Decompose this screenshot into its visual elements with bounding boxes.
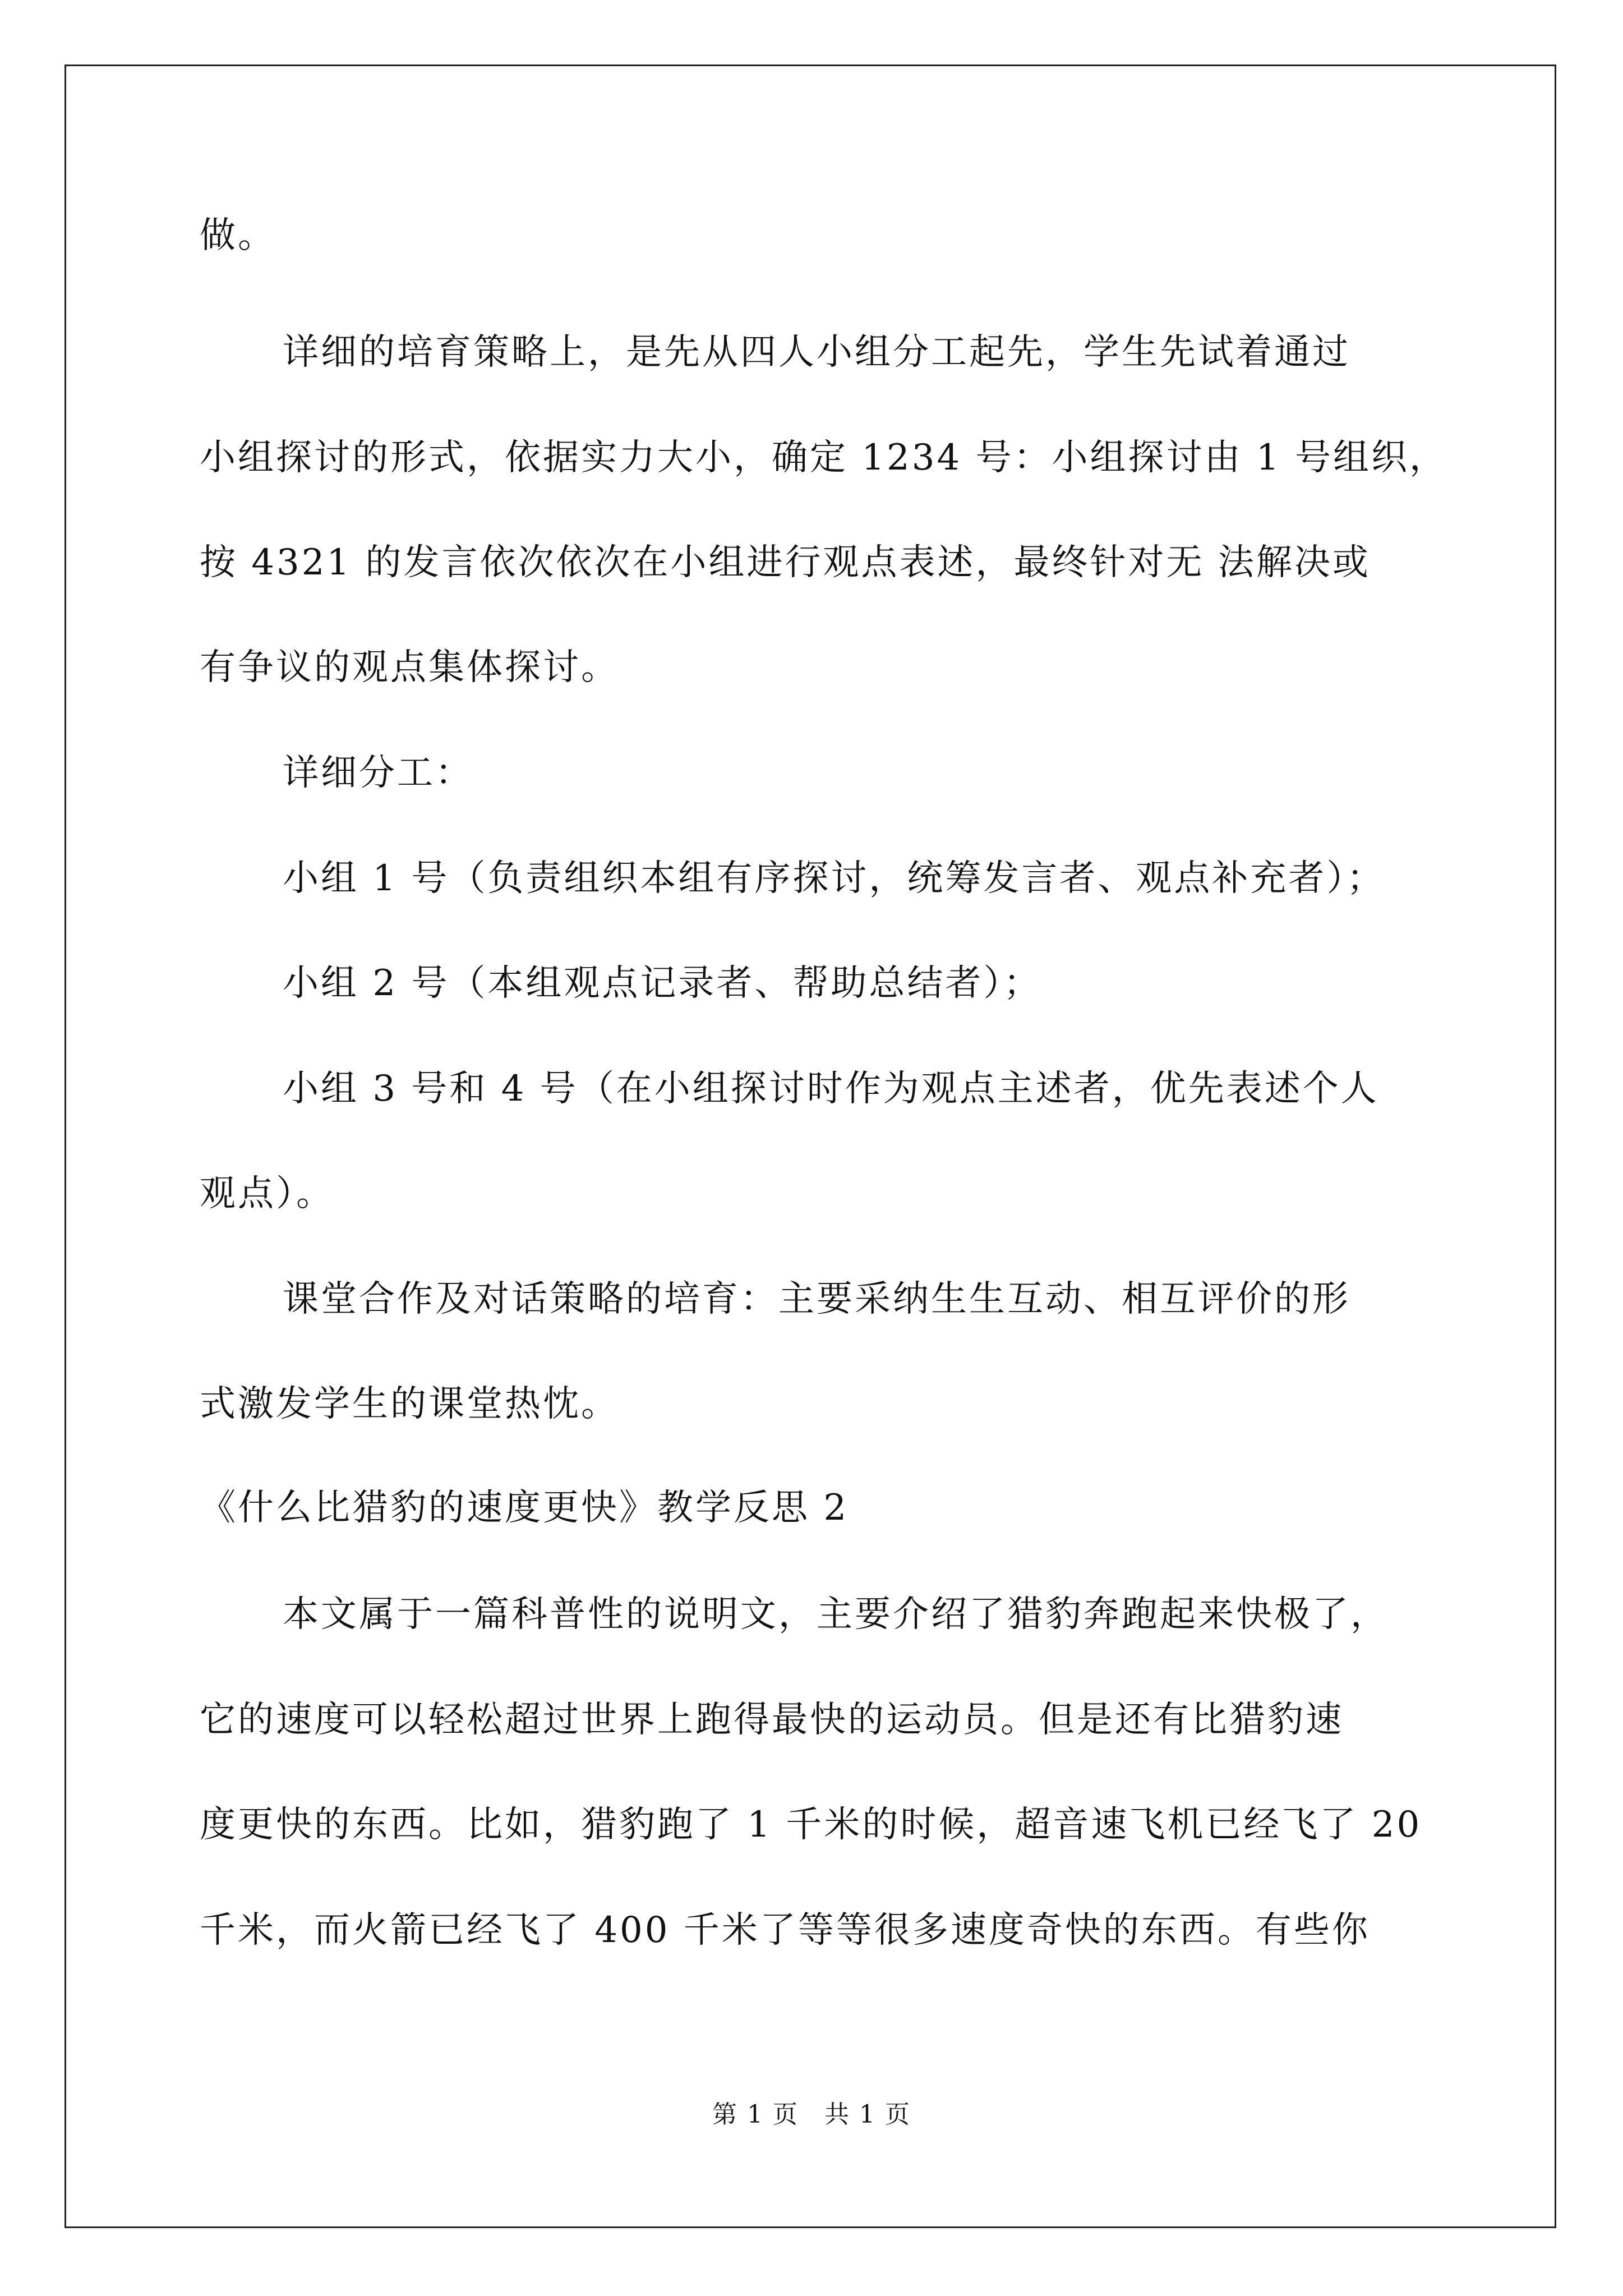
text-line: 千米，而火箭已经飞了 400 千米了等等很多速度奇快的东西。有些你 xyxy=(200,1910,1370,1951)
text-line: 课堂合作及对话策略的培育：主要采纳生生互动、相互评价的形 xyxy=(283,1278,1350,1320)
text-line: 详细分工： xyxy=(283,752,473,794)
text-line: 度更快的东西。比如，猎豹跑了 1 千米的时候，超音速飞机已经飞了 20 xyxy=(200,1804,1422,1846)
text-line: 小组 2 号（本组观点记录者、帮助总结者）； xyxy=(283,963,1042,1004)
text-line: 观点）。 xyxy=(200,1173,334,1214)
text-line: 小组探讨的形式，依据实力大小，确定 1234 号：小组探讨由 1 号组织， xyxy=(200,437,1447,478)
text-line: 做。 xyxy=(200,215,276,256)
text-line: 有争议的观点集体探讨。 xyxy=(200,647,619,688)
text-line: 按 4321 的发言依次依次在小组进行观点表述，最终针对无 法解决或 xyxy=(200,542,1371,583)
text-line: 小组 3 号和 4 号（在小组探讨时作为观点主述者，优先表述个人 xyxy=(283,1068,1379,1110)
page-footer: 第 1 页 共 1 页 xyxy=(712,2100,911,2129)
section-heading: 《什么比猎豹的速度更快》教学反思 2 xyxy=(200,1487,849,1529)
text-line: 小组 1 号（负责组织本组有序探讨，统筹发言者、观点补充者）； xyxy=(283,858,1385,899)
text-line: 它的速度可以轻松超过世界上跑得最快的运动员。但是还有比猎豹速 xyxy=(200,1699,1344,1741)
text-line: 本文属于一篇科普性的说明文，主要介绍了猎豹奔跑起来快极了， xyxy=(283,1594,1389,1635)
text-line: 式激发学生的课堂热忱。 xyxy=(200,1383,619,1425)
text-line: 详细的培育策略上，是先从四人小组分工起先，学生先试着通过 xyxy=(283,332,1350,373)
